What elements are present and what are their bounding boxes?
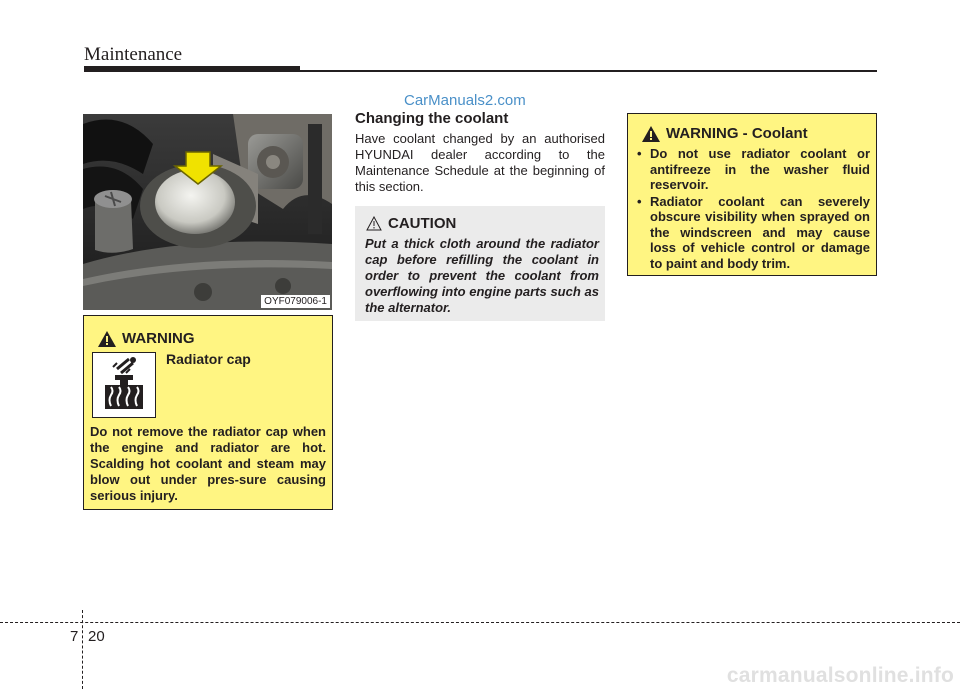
section-body: Have coolant changed by an authorised HYUNDAI dealer according to the Maintenance Schedule at the beginning of this section.: [355, 131, 605, 194]
caution-triangle-icon: [366, 216, 382, 231]
hot-radiator-steam-icon: [92, 352, 156, 418]
page-header-title: Maintenance: [84, 44, 183, 65]
header-rule-thin: [300, 70, 877, 72]
section-title: Changing the coolant: [355, 110, 509, 127]
page-number: 20: [88, 628, 105, 645]
radiator-cap-photo: [83, 114, 332, 310]
caution-box: [355, 206, 605, 321]
warning-subheading: Radiator cap: [166, 351, 251, 367]
warning-body-text: Do not remove the radiator cap when the engine and radiator are hot. Scalding hot coolant and steam may blow out under pres-sure causing serious injury.: [90, 424, 326, 503]
warning-triangle-icon: [642, 126, 660, 142]
warning-coolant-bullets: [636, 146, 870, 272]
caution-heading-text: CAUTION: [388, 215, 457, 232]
engine-bay-illustration: [83, 114, 332, 310]
header-rule-thick: [84, 66, 300, 72]
warning-triangle-icon: [98, 331, 116, 347]
footer-vertical-rule: [82, 610, 83, 689]
chapter-number: 7: [70, 628, 79, 645]
caution-body-text: Put a thick cloth around the radiator cap before refilling the coolant in order to prevent the coolant from overflowing into engine parts such as the alternator.: [365, 236, 599, 315]
warning-coolant-heading-text: WARNING - Coolant: [666, 125, 808, 142]
watermark-link[interactable]: CarManuals2.com: [404, 92, 526, 109]
warning-coolant-box: [627, 113, 877, 276]
warning-heading-text: WARNING: [122, 330, 195, 347]
footer-rule: [0, 622, 960, 623]
watermark-site[interactable]: carmanualsonline.info: [726, 664, 954, 687]
warning-radiator-cap-box: [83, 315, 333, 510]
list-item: • Do not use radiator coolant or antifreeze in the washer fluid reservoir.: [636, 146, 870, 193]
photo-reference-code: OYF079006-1: [261, 295, 330, 308]
list-item: • Radiator coolant can severely obscure visibility when sprayed on the windscreen and may cause loss of vehicle control or damage to paint and body trim.: [636, 194, 870, 272]
caution-heading: [366, 215, 456, 232]
warning-coolant-heading: [642, 125, 808, 142]
warning-heading: [98, 330, 195, 347]
